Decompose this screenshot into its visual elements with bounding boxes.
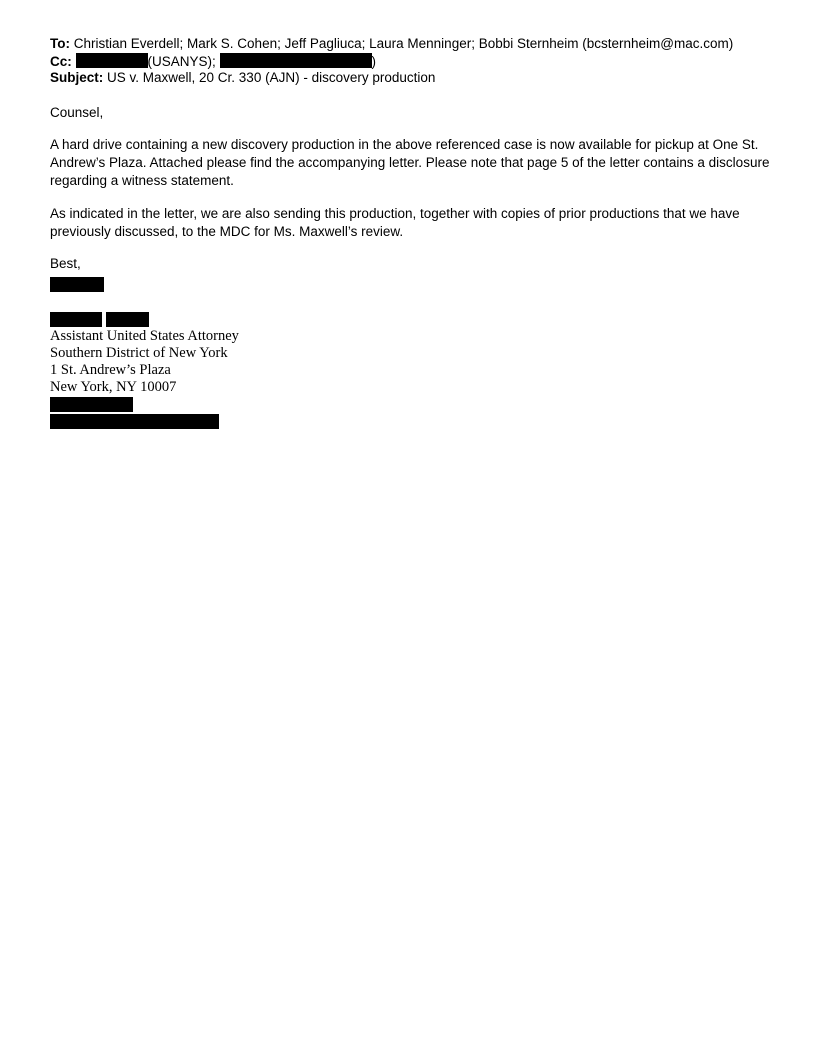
signature-name-redaction-row [50, 312, 770, 327]
closing: Best, [50, 256, 81, 272]
subject-line [50, 70, 770, 87]
signature-block [50, 328, 770, 396]
signature-address-1: 1 St. Andrew’s Plaza [50, 361, 171, 378]
signature-first-name-redaction [50, 312, 102, 327]
salutation: Counsel, [50, 104, 104, 120]
sender-name-redaction [50, 277, 104, 292]
cc-redaction-2 [220, 53, 372, 68]
paragraph-1: A hard drive containing a new discovery production in the above referenced case is now available for pickup at One St. Andrew’s Plaza. Attached please find the accompanying letter. Please note that page 5 of the letter contains a disclosure regarding a witness statement. [50, 136, 770, 189]
cc-redaction-1 [76, 53, 148, 68]
to-label: To: [50, 36, 70, 51]
cc-text-1: (USANYS); [147, 53, 220, 69]
signature-address-2: New York, NY 10007 [50, 378, 177, 395]
to-line [50, 36, 770, 53]
signature-last-name-redaction [106, 312, 149, 327]
subject-label: Subject: [50, 70, 104, 85]
cc-label: Cc: [50, 53, 72, 69]
phone-redaction [50, 397, 133, 412]
signature-title: Assistant United States Attorney [50, 327, 239, 344]
email-document [50, 36, 770, 429]
subject-text: US v. Maxwell, 20 Cr. 330 (AJN) - discovery production [103, 70, 436, 85]
paragraph-2: As indicated in the letter, we are also sending this production, together with copies of prior productions that we have previously discussed, to the MDC for Ms. Maxwell’s review. [50, 205, 740, 239]
email-redaction [50, 414, 219, 429]
cc-line [50, 53, 770, 71]
to-recipients: Christian Everdell; Mark S. Cohen; Jeff Pagliuca; Laura Menninger; Bobbi Sternheim (bcsternheim@mac.com) [70, 36, 734, 51]
cc-text-2: ) [371, 53, 377, 69]
signature-office: Southern District of New York [50, 344, 228, 361]
